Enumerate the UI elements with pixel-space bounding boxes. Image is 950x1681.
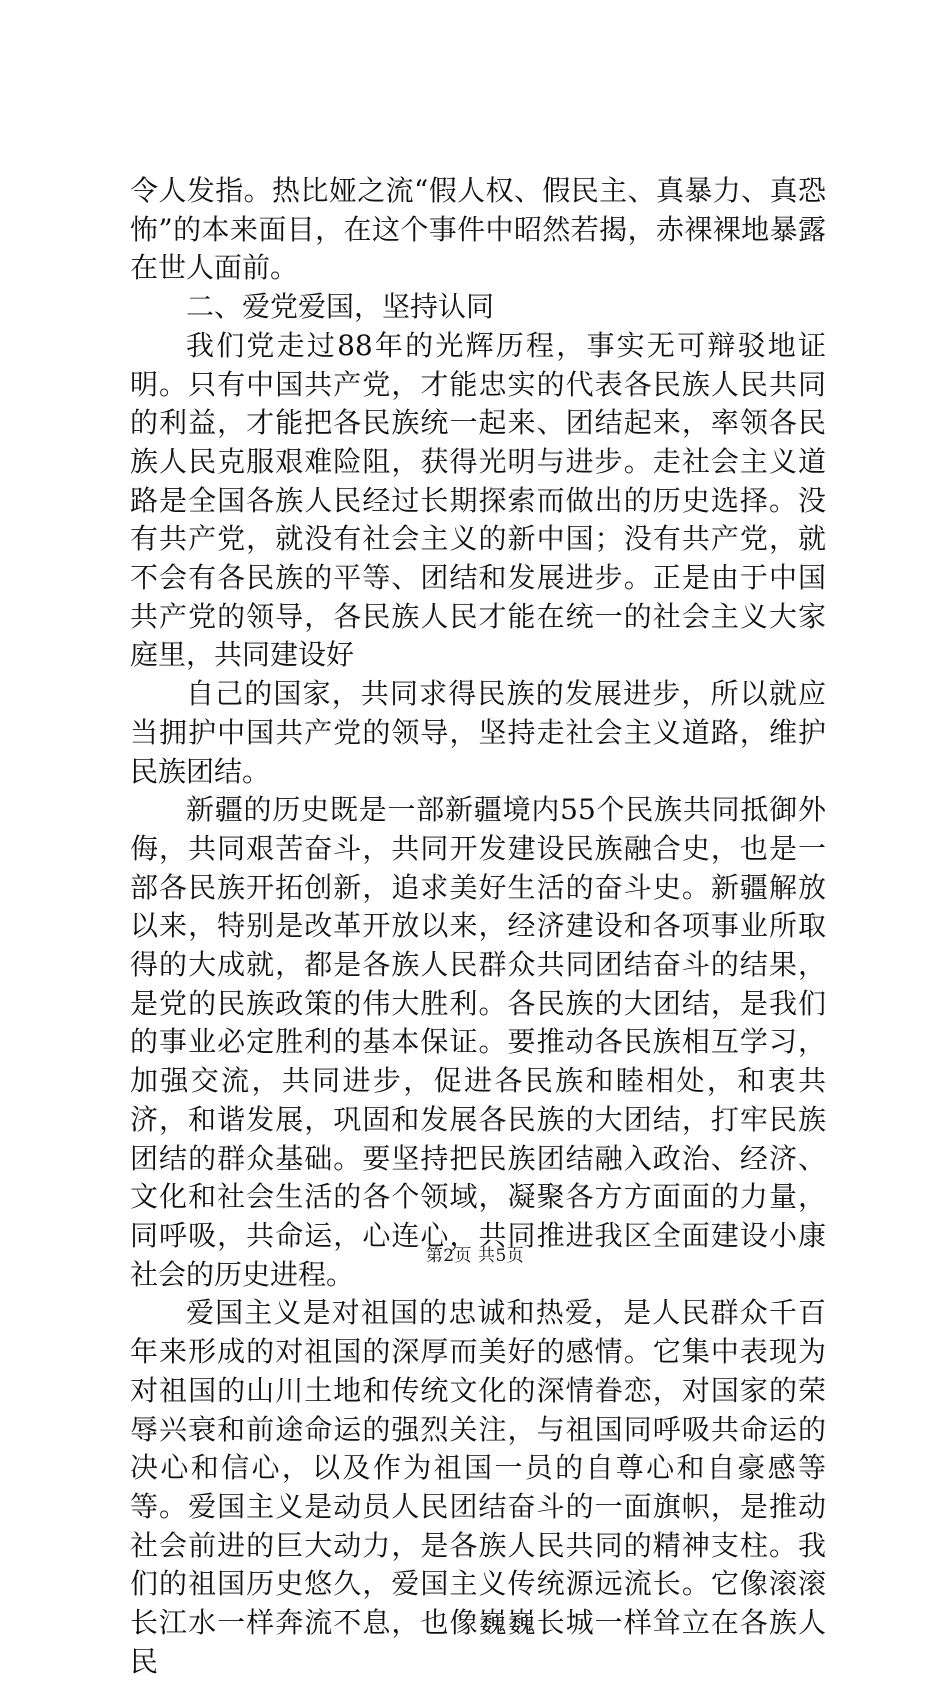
- document-body: [130, 172, 826, 1681]
- section-heading: 二、爱党爱国，坚持认同: [186, 290, 495, 324]
- paragraph-xinjiang-history: 新疆的历史既是一部新疆境内55个民族共同抵御外侮，共同艰苦奋斗，共同开发建设民族融合史，也是一部各民族开拓创新，追求美好生活的奋斗史。新疆解放以来，特别是改革开放以来，经济建设和各项事业所取得的大成就，都是各族人民群众共同团结奋斗的结果，是党的民族政策的伟大胜利。各民族的大团结，是我们的事业必定胜利的基本保证。要推动各民族相互学习，加强交流，共同进步，促进各民族和睦相处，和衷共济，和谐发展，巩固和发展各民族的大团结，打牢民族团结的群众基础。要坚持把民族团结融入政治、经济、文化和社会生活的各个领域，凝聚各方方面面的力量，同呼吸，共命运，心连心，共同推进我区全面建设小康社会的历史进程。: [130, 793, 826, 1291]
- paragraph-continuation: 令人发指。热比娅之流“假人权、假民主、真暴力、真恐怖”的本来面目，在这个事件中昭然若揭，赤裸裸地暴露在世人面前。: [130, 174, 826, 285]
- paragraph-party-history: 我们党走过88年的光辉历程，事实无可辩驳地证明。只有中国共产党，才能忠实的代表各民族人民共同的利益，才能把各民族统一起来、团结起来，率领各民族人民克服艰难险阻，获得光明与进步。走社会主义道路是全国各族人民经过长期探索而做出的历史选择。没有共产党，就没有社会主义的新中国；没有共产党，就不会有各民族的平等、团结和发展进步。正是由于中国共产党的领导，各民族人民才能在统一的社会主义大家庭里，共同建设好: [130, 328, 826, 672]
- page-number-footer: 第2页 共5页: [425, 1246, 525, 1266]
- paragraph-patriotism: 爱国主义是对祖国的忠诚和热爱，是人民群众千百年来形成的对祖国的深厚而美好的感情。它集中表现为对祖国的山川土地和传统文化的深情眷恋，对国家的荣辱兴衰和前途命运的强烈关注，与祖国同呼吸共命运的决心和信心，以及作为祖国一员的自尊心和自豪感等等。爱国主义是动员人民团结奋斗的一面旗帜，是推动社会前进的巨大动力，是各族人民共同的精神支柱。我们的祖国历史悠久，爱国主义传统源远流长。它像滚滚长江水一样奔流不息，也像巍巍长城一样耸立在各族人民: [130, 1296, 826, 1678]
- paragraph-own-country: 自己的国家，共同求得民族的发展进步，所以就应当拥护中国共产党的领导，坚持走社会主义道路，维护民族团结。: [130, 677, 826, 788]
